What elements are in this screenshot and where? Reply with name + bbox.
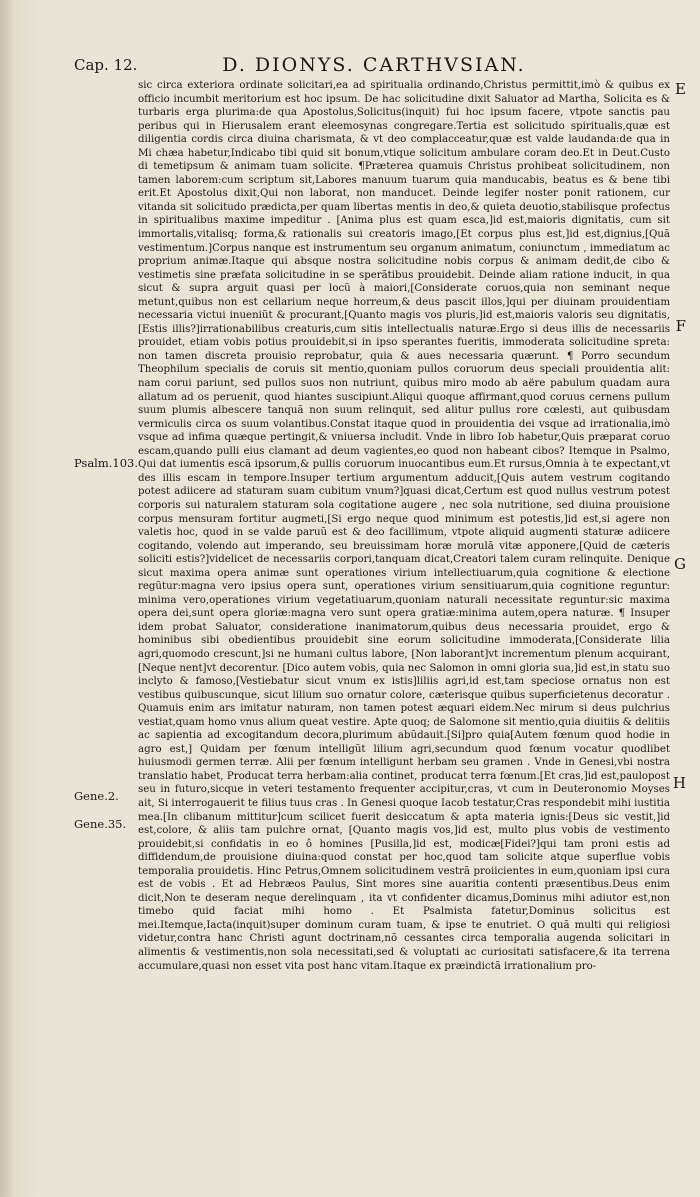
margin-letter-h: H xyxy=(672,774,686,792)
body-text xyxy=(138,79,670,973)
page-fold-shadow xyxy=(0,0,14,1197)
margin-letter-f: F xyxy=(675,317,686,335)
margin-ref-genesis-2: Gene.2. xyxy=(74,789,119,803)
chapter-label: Cap. 12. xyxy=(74,56,138,74)
margin-letter-e: E xyxy=(675,80,686,98)
page-header xyxy=(74,54,674,80)
margin-ref-genesis-35: Gene.35. xyxy=(74,817,127,831)
running-title: D. DIONYS. CARTHVSIAN. xyxy=(222,54,526,76)
margin-ref-psalm: Psalm.103. xyxy=(74,456,139,470)
paragraph: sic circa exteriora ordinate solicitari,ea ad spiritualia ordinando,Christus permittit,imò & quibus ex officio incumbit meritorium est hoc ipsum. De hac solicitudine dixit Saluator ad Martha, Solicita es & turbaris erga plurima:de qua Apostolus,Solicitus(inquit) fui hoc ipsum facere, vtpote sanctis pau peribus qui in Hierusalem erant eleemosynas congregare.Tertia est solicitudo spiritualis,quæ est diligentia cordis circa diuina charismata, & vt deo complacceatur,quæ est valde laudanda:de qua in Mi chæa habetur,Indicabo tibi quid sit bonum,vtique solicitum ambulare coram deo.Et in Deut.Custo di temetipsum & animam tuam solicite. ¶Præterea quamuis Christus prohibeat solicitudinem, non tamen laborem:cum scriptum sit,Labores manuum tuarum quia manducabis, beatus es & bene tibi erit.Et Apostolus dixit,Qui non laborat, non manducet. Deinde legifer noster ponit rationem, cur vitanda sit solicitudo prædicta,per quam libertas mentis in deo,& quieta deuotio,stabilisque profectus in spiritualibus maxime impeditur . [Anima plus est quam esca,]id est,maioris dignitatis, cum sit immortalis,vitalisq; forma,& rationalis sui creatoris imago,[Et corpus plus est,]id est,dignius,[Quã vestimentum.]Corpus nanque est instrumentum seu organum animatum, coniunctum , immediatum ac proprium animæ.Itaque qui absque nostra solicitudine nobis corpus & animam dedit,de cibo & vestimetis sine præfata solicitudine in se sperãtibus prouidebit. Deinde aliam ratione inducit, in qua sicut & supra arguit quasi per locũ à maiori,[Considerate coruos,quia non seminant neque metunt,quibus non est cellarium neque horreum,& deus pascit illos,]qui per diuinam prouidentiam necessaria victui inueniũt & procurant,[Quanto magis vos pluris,]id est,maioris valoris seu dignitatis,[Estis illis?]irrationabilibus creaturis,cum sitis intellectualis naturæ.Ergo si deus illis de necessariis prouidet, etiam vobis potius prouidebit,si in ipso sperantes fueritis, immoderata solicitudine spreta: non tamen discreta prouisio reprobatur, quia & aues necessaria quærunt. ¶ Porro secundum Theophilum specialis de coruis sit mentio,quoniam pullos coruorum deus speciali prouidentia alit: nam corui pariunt, sed pullos suos non nutriunt, quibus miro modo ab aëre pabulum quadam aura allatum ad os peruenit, quod hiantes suscipiunt.Aliqui quoque affirmant,quod coruus cernens pullum suum plumis albescere tanquã non suum relinquit, sed alitur pullus rore cœlesti, aut quibusdam vermiculis circa os suum volantibus.Constat itaque quod in prouidentia dei vsque ad irrationalia,imò vsque ad infima quæque pertingit,& vniuersa includit. Vnde in libro Iob habetur,Quis præparat coruo escam,quando pulli eius clamant ad deum vagientes,eo quod non habeant cibos? Itemque in Psalmo, Qui dat iumentis escã ipsorum,& pullis coruorum inuocantibus eum.Et rursus,Omnia à te expectant,vt des illis escam in tempore.Insuper tertium argumentum adducit,[Quis autem vestrum cogitando potest adiicere ad staturam suam cubitum vnum?]quasi dicat,Certum est quod nullus vestrum potest corporis sui naturalem staturam sola cogitatione augere , nec sola nutritione, sed diuina prouisione corpus mensuram fortitur augmeti,[Si ergo neque quod minimum est potestis,]id est,si agere non valetis hoc, quod in se valde paruũ est & deo facillimum, vtpote aliquid augmenti staturæ adiicere cogitando, volendo aut imperando, seu breuissimam horæ morulã vitæ apponere,[Quid de cæteris soliciti estis?]videlicet de necessariis corpori,tanquam dicat,Creatori talem curam relinquite. Denique sicut maxima opera animæ sunt operationes virium intellectiuarum,quia cognitione & electione regũtur:magna vero ipsius opera sunt, operationes virium sensitiuarum,quia cognitione reguntur: minima vero,operationes virium vegetatiuarum,quoniam naturali necessitate reguntur:sic maxima opera dei,sunt opera gloriæ:magna vero sunt opera gratiæ:minima autem,opera naturæ. ¶ Insuper idem probat Saluator, consideratione inanimatorum,quibus deus necessaria prouidet, ergo & hominibus sibi obedientibus prouidebit sine eorum solicitudine immoderata,[Considerate lilia agri,quomodo crescunt,]si ne humani cultus labore, [Non laborant]vt incrementum plenum acquirant,[Neque nent]vt decorentur. [Dico autem vobis, quia nec Salomon in omni gloria sua,]id est,in statu suo inclyto & famoso,[Vestiebatur sicut vnum ex istis]liliis agri,id est,tam speciose ornatus non est vestibus quibuscunque, sicut lilium suo ornatur colore, cæterisque quibus superficietenus decoratur . Quamuis enim ars imitatur naturam, non tamen potest æquari eidem.Nec mirum si deus pulchrius vestiat,quam homo vnus alium queat vestire. Apte quoq; de Salomone sit mentio,quia diuitiis & delitiis ac sapientia ad excogitandum decora,plurimum abũdauit.[Si]pro quia[Autem fœnum quod hodie in agro est,] Quidam per fœnum intelligũt lilium agri,secundum quod fœnum vocatur quodlibet huiusmodi germen terræ. Alii per fœnum intelligunt herbam seu gramen . Vnde in Genesi,vbi nostra translatio habet, Producat terra herbam:alia continet, producat terra fœnum.[Et cras,]id est,paulopost seu in futuro,sicque in veteri testamento frequenter accipitur,cras, vt cum in Deuteronomio Moyses ait, Si interrogauerit te filius tuus cras . In Genesi quoque Iacob testatur,Cras respondebit mihi iustitia mea.[In clibanum mittitur]cum scilicet fuerit desiccatum & apta materia ignis:[Deus sic vestit,]id est,colore, & aliis tam pulchre ornat, [Quanto magis vos,]id est, multo plus vobis de vestimento prouidebit,si confidatis in eo ô homines [Pusilla,]id est, modicæ[Fidei?]qui tam proni estis ad diffidendum,de prouisione diuina:quod constat per hoc,quod tam solicite atque superflue vobis temporalia prouidetis. Hinc Petrus,Omnem solicitudinem vestrã proiicientes in eum,quoniam ipsi cura est de vobis . Et ad Hebræos Paulus, Sint mores sine auaritia contenti præsentibus.Deus enim dicit,Non te deseram neque derelinquam , ita vt confidenter dicamus,Dominus mihi adiutor est,non timebo quid faciat mihi homo . Et Psalmista fatetur,Dominus solicitus est mei.Itemque,Iacta(inquit)super dominum curam tuam, & ipse te enutriet. O quã multi qui religiosi videtur,contra hanc Christi agunt doctrinam,nõ cessantes circa temporalia augenda solicitari in alimentis & vestimentis,non sola necessitati,sed & voluptati ac curiositati satisfacere,& ita terrena accumulare,quasi non esset vita post hanc vitam.Itaque ex præindictã irrationalium pro- xyxy=(138,80,670,972)
margin-letter-g: G xyxy=(674,555,686,573)
